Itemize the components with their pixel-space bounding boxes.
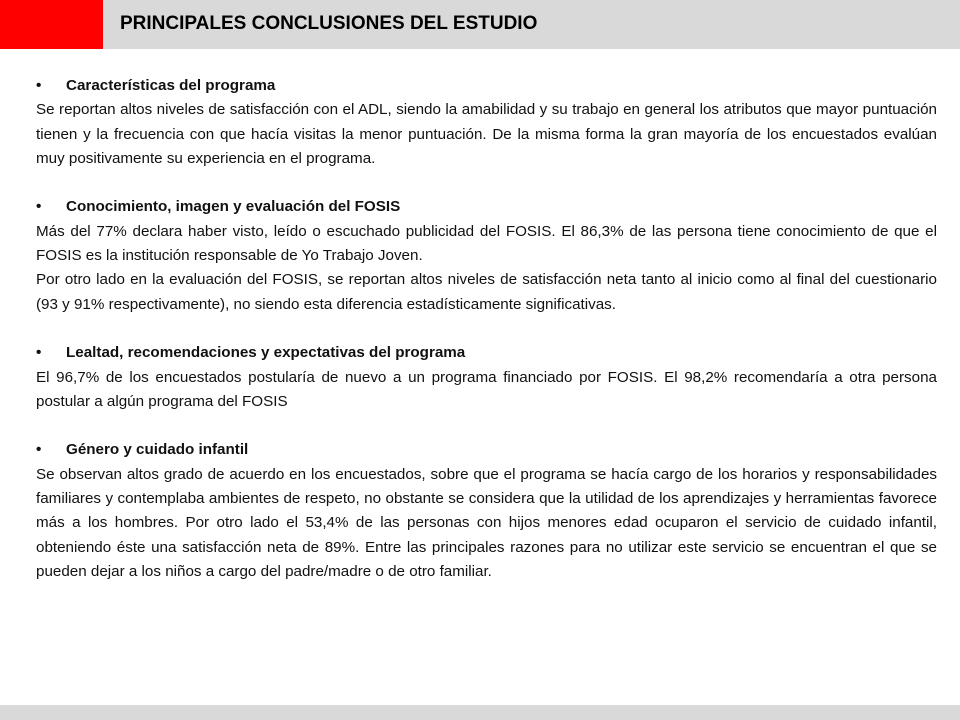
page-title: PRINCIPALES CONCLUSIONES DEL ESTUDIO (120, 13, 538, 34)
section-heading (36, 74, 937, 98)
section-paragraph: El 96,7% de los encuestados postularía de nuevo a un programa financiado por FOSIS. El 98,2% recomendaría a otra persona postular a algún programa del FOSIS (36, 368, 937, 410)
bullet-icon: • (36, 198, 42, 216)
footer-bar (0, 705, 960, 720)
title-bar (103, 0, 960, 49)
section-paragraph: Por otro lado en la evaluación del FOSIS, se reportan altos niveles de satisfacción neta tanto al inicio como al final del cuestionario (93 y 91% respectivamente), no siendo esta diferencia estadísticamente significativas. (36, 271, 937, 313)
section-heading (36, 195, 937, 219)
section-heading-text: Lealtad, recomendaciones y expectativas del programa (66, 344, 466, 362)
section-conocimiento (36, 195, 937, 316)
conclusions-body (36, 74, 937, 609)
section-lealtad (36, 341, 937, 414)
section-heading (36, 438, 937, 462)
section-heading-text: Conocimiento, imagen y evaluación del FOSIS (66, 198, 401, 216)
section-paragraph: Se observan altos grado de acuerdo en los encuestados, sobre que el programa se hacía cargo de los horarios y responsabilidades familiares y contemplaba ambientes de respeto, no obstante se considera que la utilidad de los aprendizajes y herramientas favorece más a los hombres. Por otro lado el 53,4% de las personas con hijos menores edad ocuparon el servicio de cuidado infantil, obteniendo éste una satisfacción neta de 89%. Entre las principales razones para no utilizar este servicio se encuentran el que se pueden dejar a los niños a cargo del padre/madre o de otro familiar. (36, 465, 937, 580)
accent-block (0, 0, 103, 49)
bullet-icon: • (36, 344, 42, 362)
section-paragraph: Más del 77% declara haber visto, leído o escuchado publicidad del FOSIS. El 86,3% de las persona tiene conocimiento de que el FOSIS es la institución responsable de Yo Trabajo Joven. (36, 222, 937, 265)
section-heading-text: Género y cuidado infantil (66, 441, 249, 459)
section-genero (36, 438, 937, 584)
section-paragraph: Se reportan altos niveles de satisfacción con el ADL, siendo la amabilidad y su trabajo en general los atributos que mayor puntuación tienen y la frecuencia con que hacía visitas la menor puntuación. De la misma forma la gran mayoría de los encuestados evalúan muy positivamente su experiencia en el programa. (36, 101, 937, 167)
bullet-icon: • (36, 441, 42, 459)
section-heading (36, 341, 937, 365)
section-heading-text: Características del programa (66, 77, 276, 94)
section-caracteristicas (36, 74, 937, 171)
bullet-icon: • (36, 77, 42, 94)
